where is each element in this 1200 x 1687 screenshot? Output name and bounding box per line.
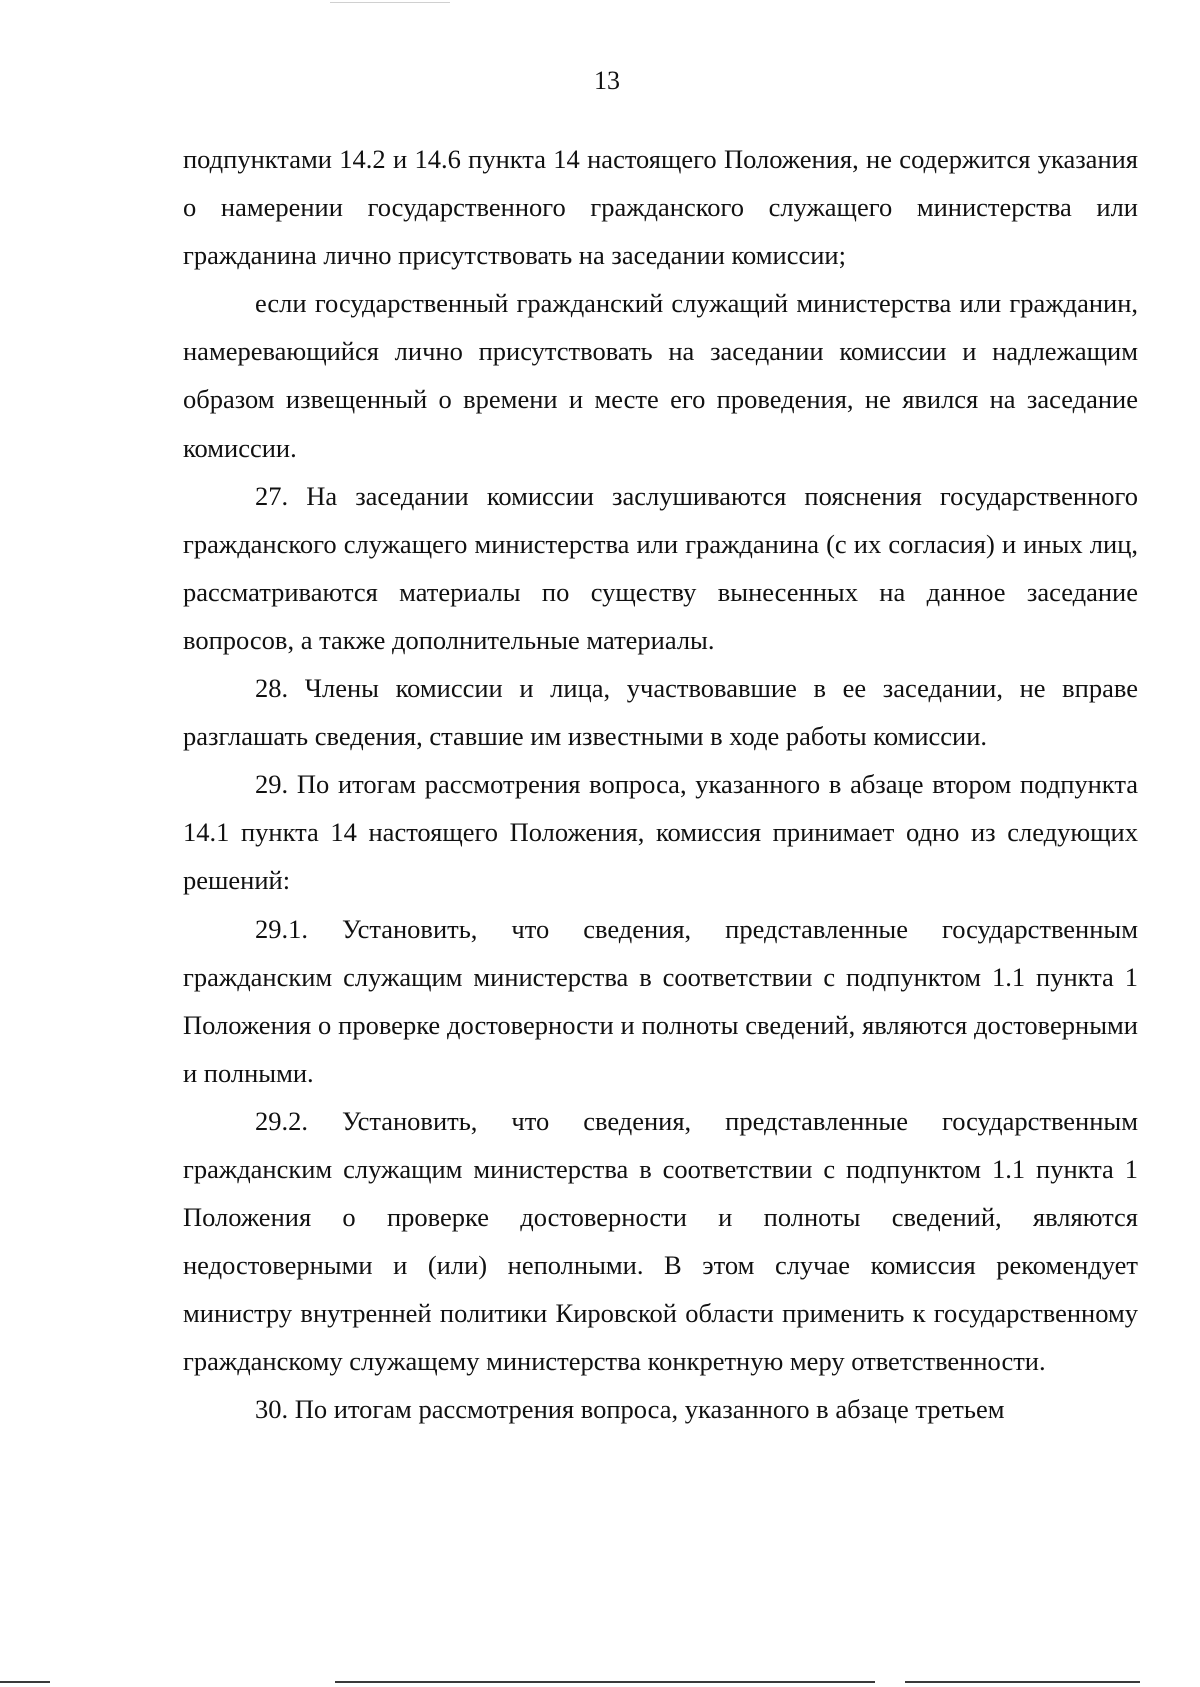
page-number: 13 xyxy=(594,66,620,95)
document-body xyxy=(183,135,1138,1434)
paragraph-30: 30. По итогам рассмотрения вопроса, указанного в абзаце третьем xyxy=(255,1394,1005,1425)
paragraph-continued: подпунктами 14.2 и 14.6 пункта 14 настоящего Положения, не содержится указания о намерении государственного гражданского служащего министерства или гражданина лично присутствовать на заседании комиссии; xyxy=(183,144,1138,271)
scan-artifact-top xyxy=(330,2,450,3)
paragraph-28: 28. Члены комиссии и лица, участвовавшие в ее заседании, не вправе разглашать сведения, ставшие им известными в ходе работы комиссии. xyxy=(183,673,1138,752)
paragraph-29-1: 29.1. Установить, что сведения, представленные государственным гражданским служащим министерства в соответствии с подпунктом 1.1 пункта 1 Положения о проверке достоверности и полноты сведений, являются достоверными и полными. xyxy=(183,913,1138,1088)
scan-artifact-bottom-right xyxy=(905,1681,1140,1683)
scan-artifact-bottom-left xyxy=(0,1681,50,1683)
paragraph-absent-without-notice: если государственный гражданский служащий министерства или гражданин, намеревающийся лично присутствовать на заседании комиссии и надлежащим образом извещенный о времени и месте его проведения, не явился на заседание комиссии. xyxy=(183,288,1138,463)
paragraph-27: 27. На заседании комиссии заслушиваются пояснения государственного гражданского служащего министерства или гражданина (с их согласия) и иных лиц, рассматриваются материалы по существу вынесенных на данное заседание вопросов, а также дополнительные материалы. xyxy=(183,480,1138,655)
paragraph-29: 29. По итогам рассмотрения вопроса, указанного в абзаце втором подпункта 14.1 пункта 14 настоящего Положения, комиссия принимает одно из следующих решений: xyxy=(183,769,1138,896)
paragraph-29-2: 29.2. Установить, что сведения, представленные государственным гражданским служащим министерства в соответствии с подпунктом 1.1 пункта 1 Положения о проверке достоверности и полноты сведений, являются недостоверными и (или) неполными. В этом случае комиссия рекомендует министру внутренней политики Кировской области применить к государственному гражданскому служащему министерства конкретную меру ответственности. xyxy=(183,1105,1138,1377)
scan-artifact-bottom-middle xyxy=(335,1681,875,1683)
